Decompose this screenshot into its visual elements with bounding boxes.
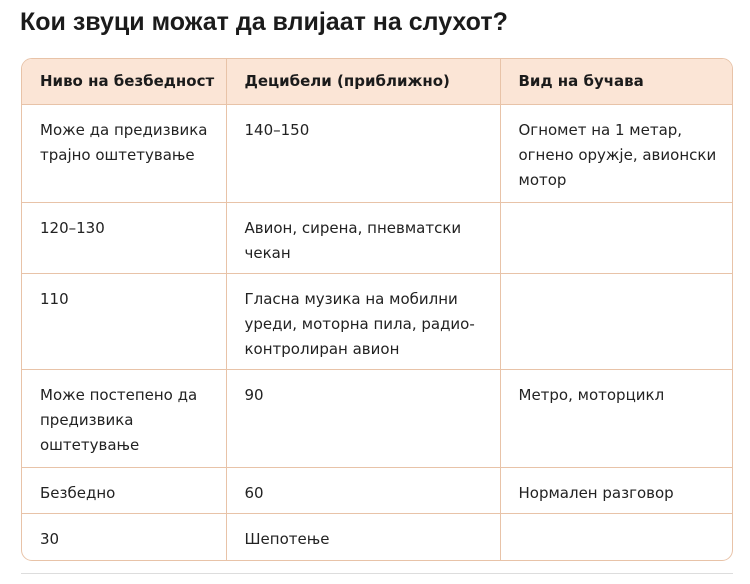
hearing-safety-table (21, 58, 733, 561)
table-cell (500, 202, 732, 273)
table-cell: Метро, моторцикл (500, 369, 732, 467)
page-title: Кои звуци можат да влијаат на слухот? (20, 8, 508, 36)
table-cell: Може постепено да предизвика оштетување (22, 369, 226, 467)
table-cell: Може да предизвика трајно оштетување (22, 104, 226, 202)
table-cell: 90 (226, 369, 500, 467)
table-row (22, 273, 732, 369)
table-row (22, 513, 732, 560)
table-cell (500, 273, 732, 369)
table-cell: Безбедно (22, 467, 226, 513)
table-header-row (22, 59, 732, 104)
table-cell: 60 (226, 467, 500, 513)
table-cell: 140–150 (226, 104, 500, 202)
table-cell (500, 513, 732, 560)
table-cell: 30 (22, 513, 226, 560)
table-row (22, 202, 732, 273)
divider (21, 573, 733, 574)
table-row (22, 104, 732, 202)
table-row (22, 369, 732, 467)
header-safety-level: Ниво на безбедност (22, 59, 226, 104)
table-row (22, 467, 732, 513)
table-cell: Нормален разговор (500, 467, 732, 513)
table-cell: Гласна музика на мобилни уреди, моторна пила, радио-контролиран авион (226, 273, 500, 369)
table-cell: 110 (22, 273, 226, 369)
table-cell: Огномет на 1 метар, огнено оружје, авионски мотор (500, 104, 732, 202)
header-noise-type: Вид на бучава (500, 59, 732, 104)
header-decibels: Децибели (приближно) (226, 59, 500, 104)
table-cell: Шепотење (226, 513, 500, 560)
table-cell: 120–130 (22, 202, 226, 273)
table-cell: Авион, сирена, пневматски чекан (226, 202, 500, 273)
table (22, 59, 732, 560)
